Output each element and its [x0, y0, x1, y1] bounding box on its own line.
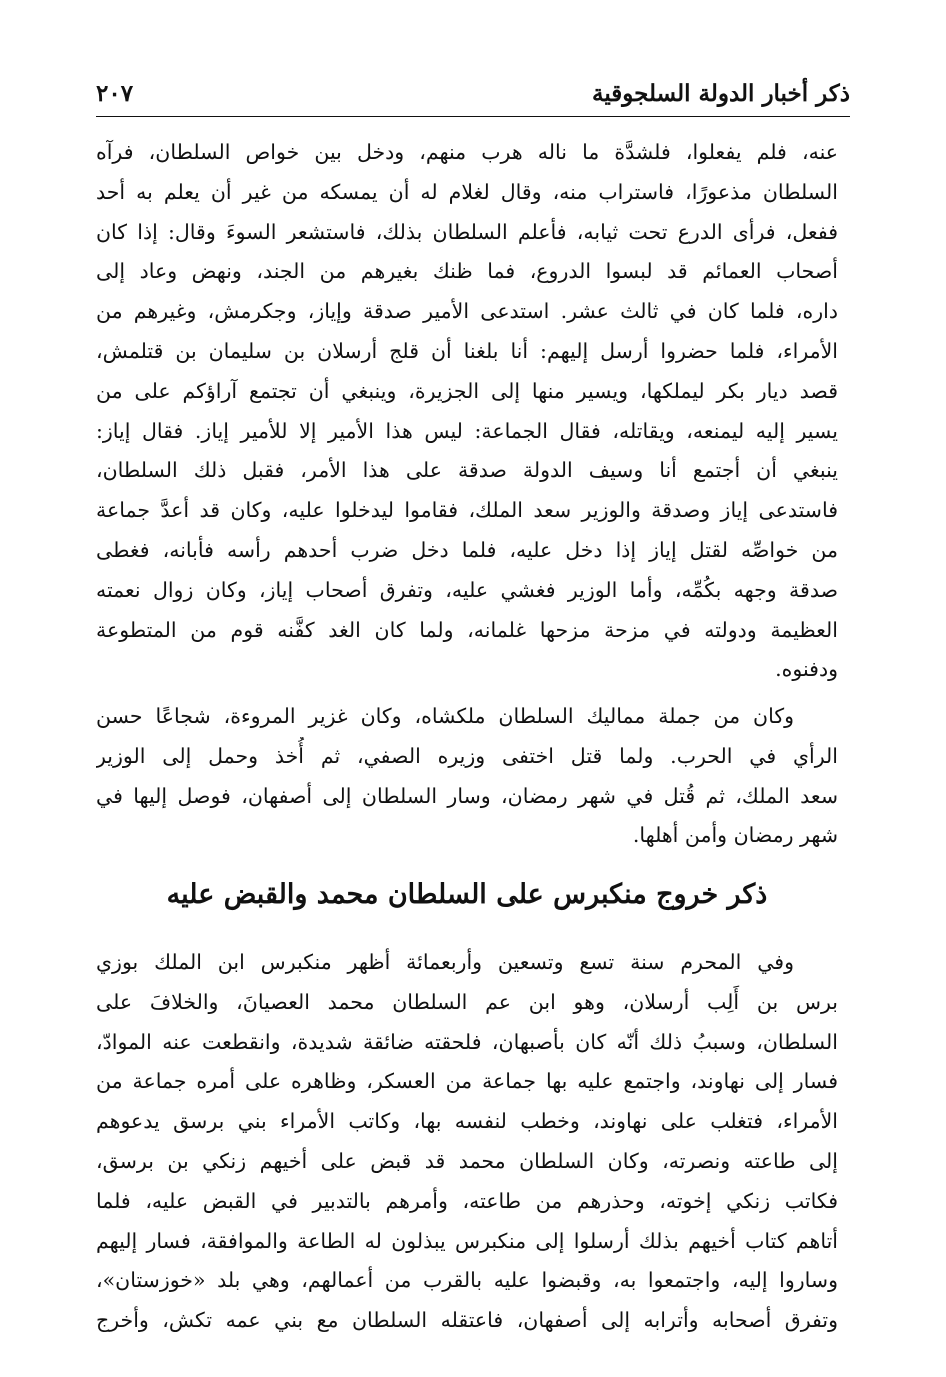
text-line: ففعل، فرأى الدرع تحت ثيابه، فأعلم السلطان بذلك، فاستشعر السوءَ وقال: إذا كان — [96, 219, 838, 244]
text-line: إلى طاعته ونصرته، وكان السلطان محمد قد قبض على أخيهم زنكي بن برسق، — [96, 1148, 838, 1173]
paragraph-mankubars-revolt — [96, 943, 838, 1341]
page-header — [96, 78, 850, 117]
paragraph-iyaz-biography — [96, 697, 838, 856]
text-line: العظيمة ودولته في مزحة مزحها غلمانه، ولما كان الغد كفَّنه قوم من المتطوعة — [96, 617, 838, 642]
text-line: الأمراء، فلما حضروا أرسل إليهم: أنا بلغنا أن قلج أرسلان بن سليمان بن قتلمش، — [96, 338, 838, 363]
text-line: السلطان، وسببُ ذلك أنّه كان بأصبهان، فلحقته ضائقة شديدة، وانقطعت عنه الموادّ، — [96, 1029, 838, 1054]
text-line: فاستدعى إياز وصدقة والوزير سعد الملك، فقاموا ليدخلوا عليه، وكان قد أعدَّ جماعة — [96, 498, 838, 523]
text-line: فكاتب زنكي إخوته، وحذرهم من طاعته، وأمرهم بالتدبير في القبض عليه، فلما — [96, 1188, 838, 1213]
text-line: الأمراء، فتغلب على نهاوند، وخطب لنفسه بها، وكاتب الأمراء بني برسق يدعوهم — [96, 1109, 838, 1134]
running-title: ذكر أخبار الدولة السلجوقية — [591, 80, 850, 107]
text-line: أصحاب العمائم قد لبسوا الدروع، فما ظنك بغيرهم من الجند، ونهض وعاد إلى — [96, 259, 838, 284]
text-line: صدقة وجهه بكُمِّه، وأما الوزير فغشي عليه، وتفرق أصحاب إياز، وكان زوال نعمته — [96, 577, 838, 602]
text-line: أتاهم كتاب أخيهم بذلك أرسلوا إلى منكبرس يبذلون له الطاعة والموافقة، فسار إليهم — [96, 1228, 838, 1253]
text-line: وساروا إليه، واجتمعوا به، وقبضوا عليه بالقرب من أعمالهم، وهي بلد «خوزستان»، — [96, 1268, 838, 1293]
text-line: الرأي في الحرب. ولما قتل اختفى وزيره الصفي، ثم أُخذ وحمل إلى الوزير — [96, 743, 838, 768]
text-line: برس بن أَلِب أرسلان، وهو ابن عم السلطان محمد العصيانَ، والخلافَ على — [96, 989, 838, 1014]
text-line: قصد ديار بكر ليملكها، ويسير منها إلى الجزيرة، وينبغي أن تجتمع آراؤكم على من — [96, 378, 838, 403]
text-line: من خواصِّه لقتل إياز إذا دخل عليه، فلما دخل ضرب أحدهم رأسه فأبانه، فغطى — [96, 537, 838, 562]
text-line: فسار إلى نهاوند، واجتمع عليه بها جماعة من العسكر، وظاهره على أمره جماعة من — [96, 1069, 838, 1094]
text-line: سعد الملك، ثم قُتل في شهر رمضان، وسار السلطان إلى أصفهان، فوصل إليها في — [96, 783, 838, 808]
text-line: وكان من جملة مماليك السلطان ملكشاه، وكان غزير المروءة، شجاعًا حسن — [96, 704, 794, 728]
text-line: وفي المحرم سنة تسع وتسعين وأربعمائة أظهر منكبرس ابن الملك بوزي — [96, 950, 794, 974]
text-line: السلطان مذعورًا، فاستراب منه، وقال لغلام له أن يمسكه من غير أن يعلم به أحد — [96, 179, 838, 204]
page-number: ٢٠٧ — [96, 80, 134, 107]
text-line: يسير إليه ليمنعه، ويقاتله، فقال الجماعة: ليس هذا الأمير إلا للأمير إياز. فقال إياز: — [96, 418, 838, 443]
text-line: ينبغي أن أجتمع أنا وسيف الدولة صدقة على هذا الأمر، فقبل ذلك السلطان، — [96, 458, 838, 483]
text-line: وتفرق أصحابه وأترابه إلى أصفهان، فاعتقله السلطان مع بني عمه تكش، وأخرج — [96, 1308, 838, 1333]
text-line: داره، فلما كان في ثالث عشر. استدعى الأمير صدقة وإياز، وجكرمش، وغيرهم من — [96, 299, 838, 324]
section-heading: ذكر خروج منكبرس على السلطان محمد والقبض عليه — [166, 879, 768, 910]
text-line: شهر رمضان وأمن أهلها. — [632, 823, 838, 848]
text-line: ودفنوه. — [775, 657, 838, 682]
paragraph-iyaz-killing — [96, 133, 838, 690]
text-line: عنه، فلم يفعلوا، فلشدَّة ما ناله هرب منهم، ودخل بين خواص السلطان، فرآه — [96, 140, 838, 164]
